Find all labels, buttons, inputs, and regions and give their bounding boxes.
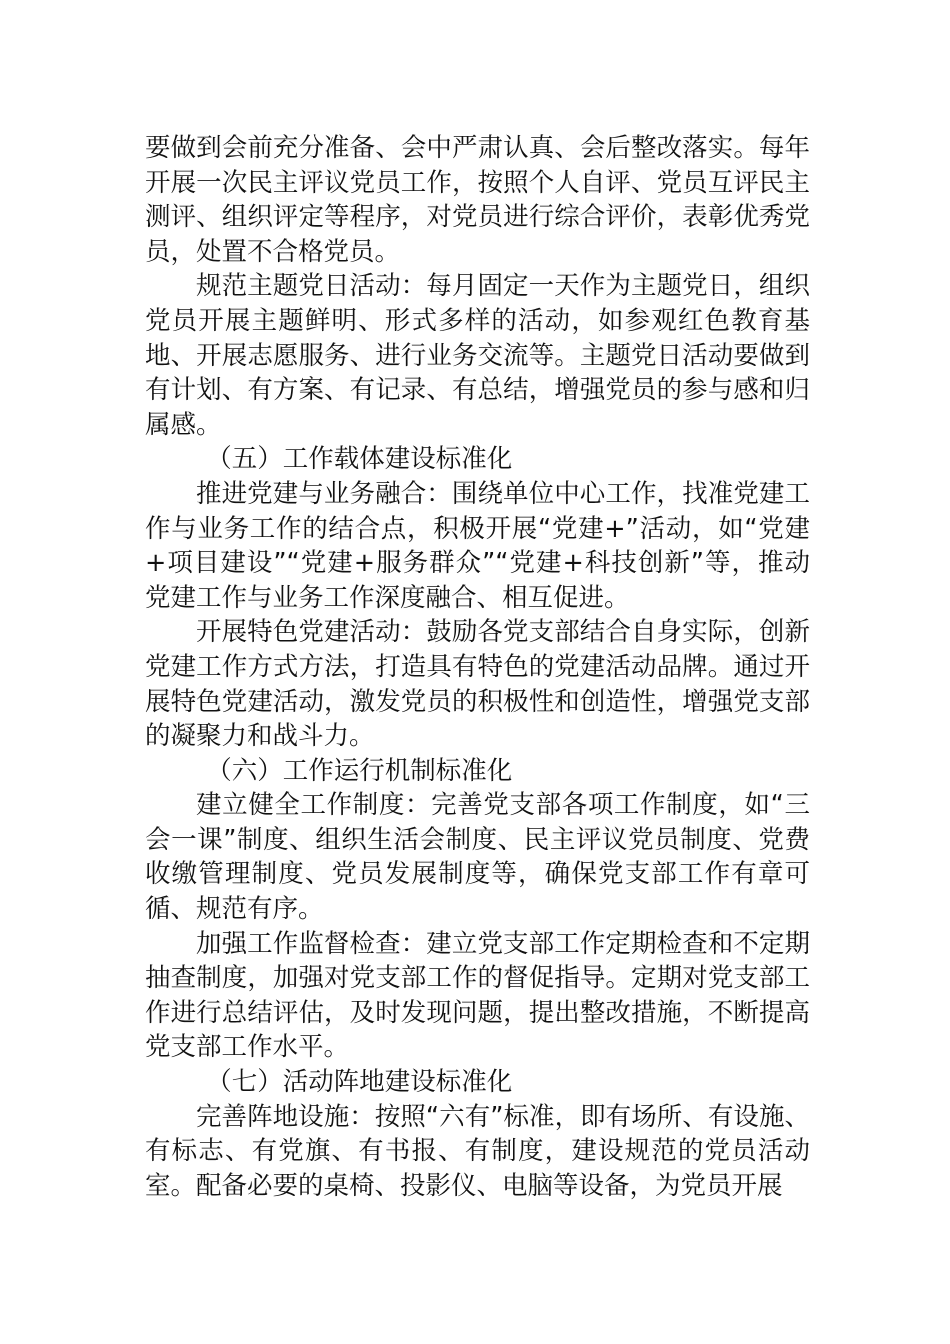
paragraph-work-systems: 建立健全工作制度：完善党支部各项工作制度，如“三会一课”制度、组织生活会制度、民主评议党员制度、党费收缴管理制度、党员发展制度等，确保党支部工作有章可循、规范有序。 (145, 790, 810, 925)
paragraph-party-business-integration: 推进党建与业务融合：围绕单位中心工作，找准党建工作与业务工作的结合点，积极开展“党建+”活动，如“党建+项目建设”“党建+服务群众”“党建+科技创新”等，推动党建工作与业务工作深度融合、相互促进。 (145, 478, 810, 613)
paragraph-continuation: 要做到会前充分准备、会中严肃认真、会后整改落实。每年开展一次民主评议党员工作，按照个人自评、党员互评民主测评、组织评定等程序，对党员进行综合评价，表彰优秀党员，处置不合格党员。 (145, 133, 810, 267)
paragraph-facilities: 完善阵地设施：按照“六有”标准，即有场所、有设施、有标志、有党旗、有书报、有制度，建设规范的党员活动室。配备必要的桌椅、投影仪、电脑等设备，为党员开展 (145, 1101, 810, 1201)
section-heading-6: （六）工作运行机制标准化 (206, 755, 513, 786)
paragraph-theme-party-day: 规范主题党日活动：每月固定一天作为主题党日，组织党员开展主题鲜明、形式多样的活动，如参观红色教育基地、开展志愿服务、进行业务交流等。主题党日活动要做到有计划、有方案、有记录、有总结，增强党员的参与感和归属感。 (145, 271, 810, 440)
document-page (145, 131, 810, 1203)
section-heading-7: （七）活动阵地建设标准化 (206, 1067, 513, 1098)
section-heading-5: （五）工作载体建设标准化 (206, 444, 513, 475)
paragraph-supervision: 加强工作监督检查：建立党支部工作定期检查和不定期抽查制度，加强对党支部工作的督促指导。定期对党支部工作进行总结评估，及时发现问题，提出整改措施，不断提高党支部工作水平。 (145, 928, 810, 1063)
paragraph-featured-activities: 开展特色党建活动：鼓励各党支部结合自身实际，创新党建工作方式方法，打造具有特色的党建活动品牌。通过开展特色党建活动，激发党员的积极性和创造性，增强党支部的凝聚力和战斗力。 (145, 617, 810, 752)
